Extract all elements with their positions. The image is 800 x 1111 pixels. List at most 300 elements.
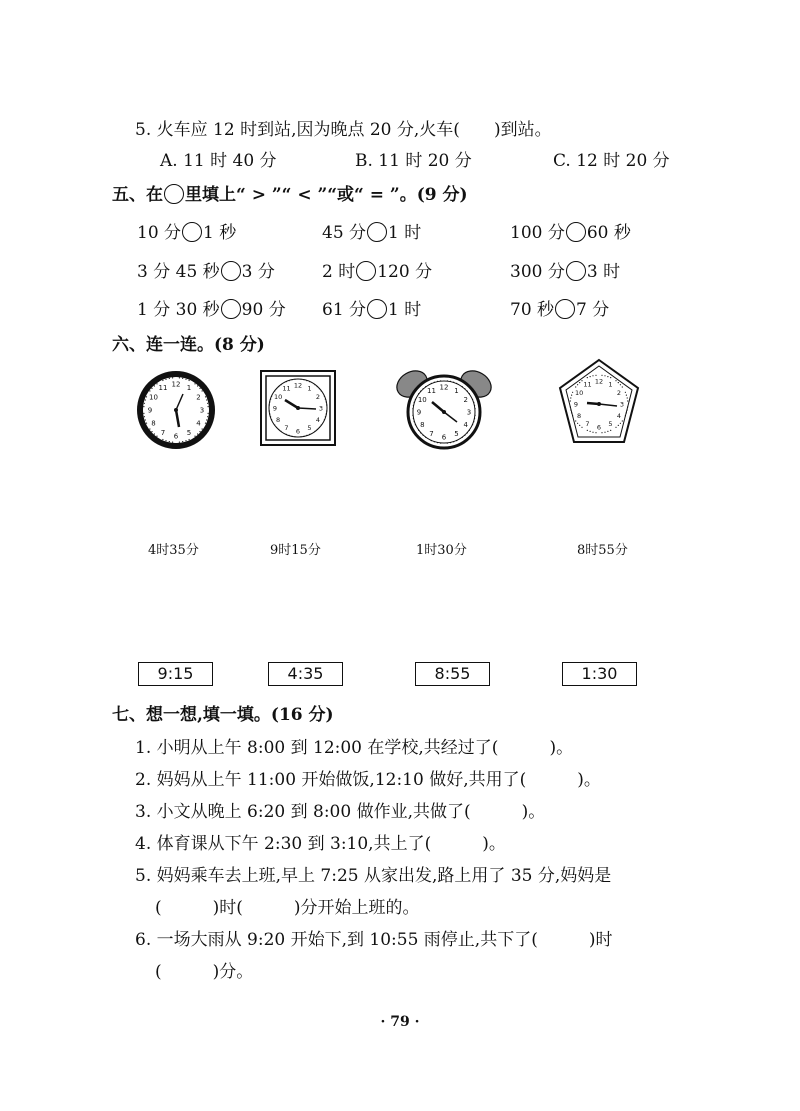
- minute-tick: [300, 379, 301, 380]
- minute-tick: [326, 404, 327, 405]
- minute-tick: [587, 377, 588, 378]
- minute-tick: [289, 435, 290, 436]
- minute-tick: [595, 432, 596, 433]
- minute-tick: [462, 437, 463, 438]
- clock-numeral: 1: [307, 384, 312, 393]
- minute-tick: [185, 379, 186, 380]
- minute-tick: [269, 404, 270, 405]
- compare-right: 120 分: [377, 262, 433, 282]
- minute-tick: [440, 380, 441, 381]
- minute-tick: [317, 386, 318, 387]
- minute-tick: [303, 379, 304, 380]
- minute-tick: [269, 410, 270, 411]
- minute-tick: [437, 381, 438, 382]
- minute-tick: [169, 441, 170, 442]
- minute-tick: [418, 393, 419, 394]
- compare-item: [137, 257, 275, 282]
- minute-tick: [601, 375, 602, 376]
- clock-numeral: 10: [149, 393, 158, 402]
- clock-numeral: 5: [307, 424, 312, 433]
- minute-tick: [450, 442, 451, 443]
- answer-circle[interactable]: [367, 222, 387, 242]
- minute-tick: [620, 423, 621, 424]
- compare-right: 60 秒: [586, 223, 631, 243]
- minute-tick: [270, 416, 271, 417]
- minute-tick: [415, 399, 416, 400]
- minute-tick: [592, 375, 593, 376]
- minute-tick: [206, 419, 207, 420]
- minute-tick: [627, 406, 628, 407]
- compare-right: 1 秒: [203, 223, 237, 243]
- minute-tick: [472, 424, 473, 425]
- minute-tick: [474, 405, 475, 406]
- clock-numeral: 2: [463, 396, 468, 404]
- minute-tick: [208, 406, 209, 407]
- minute-tick: [570, 397, 571, 398]
- minute-tick: [604, 432, 605, 433]
- minute-tick: [420, 391, 421, 392]
- digital-time-box[interactable]: 8:55: [415, 662, 490, 686]
- clock-numeral: 12: [439, 383, 449, 392]
- minute-tick: [431, 440, 432, 441]
- minute-tick: [462, 386, 463, 387]
- clock-numeral: 11: [282, 384, 291, 393]
- minute-tick: [143, 413, 144, 414]
- minute-tick: [280, 384, 281, 385]
- clock-numeral: 9: [573, 400, 579, 409]
- question-4: 4. 体育课从下午 2:30 到 3:10,共上了( )。: [135, 834, 506, 854]
- minute-tick: [314, 384, 315, 385]
- clock-numeral: 4: [463, 421, 468, 429]
- minute-tick: [165, 440, 166, 441]
- minute-tick: [577, 384, 578, 385]
- clock-numeral: 12: [293, 381, 303, 390]
- minute-tick: [144, 403, 145, 404]
- compare-item: [322, 295, 421, 320]
- minute-tick: [154, 433, 155, 434]
- compare-left: 61 分: [322, 300, 367, 320]
- minute-tick: [456, 383, 457, 384]
- minute-tick: [607, 431, 608, 432]
- minute-tick: [622, 386, 623, 387]
- clock-numeral: 11: [427, 386, 436, 395]
- minute-tick: [604, 375, 605, 376]
- minute-tick: [319, 427, 320, 428]
- compare-right: 1 时: [388, 300, 422, 320]
- minute-tick: [413, 405, 414, 406]
- compare-item: [137, 218, 236, 243]
- time-label: 4时35分: [148, 543, 199, 558]
- digital-time-box[interactable]: 1:30: [562, 662, 637, 686]
- clock-numeral: 3: [199, 406, 205, 415]
- minute-tick: [172, 377, 173, 378]
- minute-tick: [321, 390, 322, 391]
- minute-tick: [326, 413, 327, 414]
- time-label: 9时15分: [270, 543, 321, 558]
- clock-numeral: 6: [441, 433, 447, 442]
- minute-tick: [165, 379, 166, 380]
- minute-tick: [325, 399, 326, 400]
- question-1: 1. 小明从上午 8:00 到 12:00 在学校,共经过了( )。: [135, 738, 574, 758]
- time-label: 8时55分: [577, 543, 628, 558]
- minute-tick: [269, 413, 270, 414]
- minute-tick: [289, 380, 290, 381]
- clock-numeral: 3: [318, 404, 324, 413]
- minute-tick: [303, 436, 304, 437]
- minute-tick: [182, 378, 183, 379]
- alarm-clock-icon: [396, 362, 492, 452]
- minute-tick: [610, 430, 611, 431]
- minute-tick: [469, 430, 470, 431]
- minute-tick: [581, 380, 582, 381]
- clock-numeral: 1: [608, 380, 613, 389]
- minute-tick: [467, 391, 468, 392]
- minute-tick: [627, 397, 628, 398]
- compare-left: 100 分: [510, 223, 565, 243]
- clock-numeral: 5: [454, 430, 459, 439]
- minute-tick: [324, 396, 325, 397]
- answer-circle[interactable]: [182, 222, 202, 242]
- compare-right: 3 分: [241, 262, 275, 282]
- compare-item: [510, 295, 609, 320]
- clock-numeral: 9: [272, 404, 278, 413]
- minute-tick: [590, 376, 591, 377]
- minute-tick: [473, 421, 474, 422]
- minute-tick: [309, 381, 310, 382]
- minute-tick: [425, 386, 426, 387]
- minute-tick: [189, 439, 190, 440]
- minute-tick: [151, 388, 152, 389]
- minute-tick: [592, 432, 593, 433]
- minute-tick: [300, 436, 301, 437]
- clock-numeral: 8: [420, 421, 425, 429]
- section-5-title-part1: 五、在: [112, 185, 163, 205]
- minute-tick: [440, 443, 441, 444]
- minute-tick: [172, 442, 173, 443]
- minute-tick: [321, 424, 322, 425]
- minute-tick: [145, 399, 146, 400]
- minute-tick: [294, 379, 295, 380]
- minute-tick: [627, 400, 628, 401]
- minute-tick: [269, 401, 270, 402]
- minute-tick: [306, 435, 307, 436]
- minute-tick: [208, 413, 209, 414]
- minute-tick: [202, 428, 203, 429]
- clock-numeral: 5: [186, 429, 192, 437]
- question-6-line2: ( )分。: [155, 962, 254, 982]
- minute-tick: [278, 429, 279, 430]
- clock-numeral: 2: [315, 392, 320, 401]
- minute-tick: [447, 443, 448, 444]
- answer-circle[interactable]: [221, 299, 241, 319]
- minute-tick: [276, 427, 277, 428]
- answer-circle[interactable]: [356, 261, 376, 281]
- clock-numeral: 8: [276, 415, 281, 424]
- compare-right: 3 时: [586, 262, 621, 282]
- round-clock-icon: [136, 370, 216, 450]
- minute-tick: [199, 431, 200, 432]
- minute-tick: [291, 379, 292, 380]
- clock-numeral: 5: [608, 420, 613, 429]
- minute-tick: [453, 441, 454, 442]
- clock-numeral: 10: [417, 396, 427, 404]
- minute-tick: [270, 399, 271, 400]
- answer-circle[interactable]: [555, 299, 575, 319]
- minute-tick: [579, 425, 580, 426]
- minute-tick: [626, 412, 627, 413]
- clock-numeral: 2: [616, 388, 621, 397]
- minute-tick: [437, 442, 438, 443]
- minute-tick: [319, 388, 320, 389]
- minute-tick: [431, 383, 432, 384]
- minute-tick: [414, 402, 415, 403]
- answer-circle[interactable]: [367, 299, 387, 319]
- clock-numeral: 8: [151, 419, 156, 428]
- minute-tick: [423, 388, 424, 389]
- compare-left: 70 秒: [510, 300, 555, 320]
- clock-numeral: 7: [585, 420, 590, 429]
- minute-tick: [179, 377, 180, 378]
- section-6-title: 六、连一连。(8 分): [112, 335, 265, 355]
- clock-numeral: 1: [186, 383, 192, 392]
- compare-right: 7 分: [576, 300, 610, 320]
- clock-numeral: 6: [173, 432, 179, 441]
- minute-tick: [194, 436, 195, 437]
- minute-tick: [473, 402, 474, 403]
- minute-tick: [280, 431, 281, 432]
- compare-item: [322, 218, 421, 243]
- minute-tick: [587, 430, 588, 431]
- minute-tick: [205, 423, 206, 424]
- minute-tick: [467, 432, 468, 433]
- minute-tick: [413, 418, 414, 419]
- clock-numeral: 8: [577, 411, 582, 420]
- minute-tick: [145, 419, 146, 420]
- minute-tick: [278, 386, 279, 387]
- minute-tick: [627, 409, 628, 410]
- minute-tick: [326, 401, 327, 402]
- minute-tick: [577, 423, 578, 424]
- minute-tick: [615, 427, 616, 428]
- minute-tick: [271, 396, 272, 397]
- minute-tick: [317, 429, 318, 430]
- minute-tick: [434, 382, 435, 383]
- minute-tick: [579, 382, 580, 383]
- minute-tick: [575, 420, 576, 421]
- clock-numeral: 10: [273, 392, 283, 401]
- minute-tick: [450, 381, 451, 382]
- minute-tick: [618, 425, 619, 426]
- compare-item: [510, 257, 620, 282]
- clock-numeral: 6: [596, 423, 602, 432]
- compare-left: 2 时: [322, 262, 356, 282]
- answer-circle[interactable]: [221, 261, 241, 281]
- compare-right: 1 时: [388, 223, 422, 243]
- option-a: A. 11 时 40 分: [160, 151, 277, 171]
- minute-tick: [469, 393, 470, 394]
- blank-circle-icon: [164, 184, 184, 204]
- minute-tick: [207, 403, 208, 404]
- minute-tick: [197, 385, 198, 386]
- clock-numeral: 4: [196, 419, 201, 428]
- minute-tick: [626, 395, 627, 396]
- minute-tick: [156, 383, 157, 384]
- minute-tick: [189, 380, 190, 381]
- question-3: 3. 小文从晚上 6:20 到 8:00 做作业,共做了( )。: [135, 802, 546, 822]
- minute-tick: [291, 436, 292, 437]
- minute-tick: [415, 424, 416, 425]
- minute-tick: [420, 432, 421, 433]
- minute-tick: [412, 415, 413, 416]
- minute-tick: [453, 382, 454, 383]
- minute-tick: [271, 419, 272, 420]
- minute-tick: [475, 408, 476, 409]
- minute-tick: [276, 388, 277, 389]
- question-5-line1: 5. 妈妈乘车去上班,早上 7:25 从家出发,路上用了 35 分,妈妈是: [135, 866, 612, 886]
- minute-tick: [314, 431, 315, 432]
- compare-item: [137, 295, 286, 320]
- clock-numeral: 10: [574, 388, 584, 397]
- minute-tick: [194, 383, 195, 384]
- minute-tick: [581, 427, 582, 428]
- minute-tick: [294, 436, 295, 437]
- minute-tick: [571, 395, 572, 396]
- digital-time-box[interactable]: 4:35: [268, 662, 343, 686]
- clock-numeral: 11: [583, 380, 592, 389]
- page-number: · 79 ·: [380, 1014, 420, 1030]
- option-c: C. 12 时 20 分: [553, 151, 670, 171]
- minute-tick: [143, 406, 144, 407]
- minute-tick: [146, 396, 147, 397]
- minute-tick: [572, 415, 573, 416]
- minute-tick: [572, 392, 573, 393]
- clock-numeral: 3: [466, 408, 472, 417]
- minute-tick: [286, 434, 287, 435]
- minute-tick: [474, 418, 475, 419]
- clock-numeral: 4: [315, 415, 320, 424]
- minute-tick: [306, 380, 307, 381]
- minute-tick: [464, 435, 465, 436]
- compare-left: 300 分: [510, 262, 565, 282]
- minute-tick: [324, 419, 325, 420]
- compare-left: 10 分: [137, 223, 182, 243]
- minute-tick: [162, 439, 163, 440]
- time-label: 1时30分: [416, 543, 467, 558]
- minute-tick: [472, 399, 473, 400]
- minute-tick: [622, 420, 623, 421]
- minute-tick: [595, 375, 596, 376]
- minute-tick: [610, 377, 611, 378]
- compare-right: 90 分: [241, 300, 286, 320]
- question-5-line2: ( )时( )分开始上班的。: [155, 898, 420, 918]
- question-text: 5. 火车应 12 时到站,因为晚点 20 分,火车( )到站。: [135, 120, 552, 140]
- minute-tick: [447, 380, 448, 381]
- minute-tick: [325, 416, 326, 417]
- question-2: 2. 妈妈从上午 11:00 开始做饭,12:10 做好,共用了( )。: [135, 770, 601, 790]
- minute-tick: [625, 415, 626, 416]
- answer-circle[interactable]: [566, 222, 586, 242]
- clock-numeral: 7: [429, 430, 434, 439]
- minute-tick: [412, 408, 413, 409]
- minute-tick: [620, 384, 621, 385]
- compare-item: [510, 218, 631, 243]
- minute-tick: [414, 421, 415, 422]
- minute-tick: [425, 437, 426, 438]
- clock-numeral: 7: [284, 424, 289, 433]
- minute-tick: [434, 441, 435, 442]
- minute-tick: [149, 390, 150, 391]
- minute-tick: [423, 435, 424, 436]
- minute-tick: [156, 436, 157, 437]
- section-7-title: 七、想一想,填一填。(16 分): [112, 705, 334, 725]
- minute-tick: [162, 380, 163, 381]
- minute-tick: [625, 392, 626, 393]
- minute-tick: [575, 386, 576, 387]
- clock-numeral: 4: [616, 411, 621, 420]
- minute-tick: [179, 442, 180, 443]
- minute-tick: [475, 415, 476, 416]
- minute-tick: [309, 434, 310, 435]
- minute-tick: [326, 410, 327, 411]
- answer-circle[interactable]: [566, 261, 586, 281]
- minute-tick: [202, 390, 203, 391]
- clock-numeral: 1: [454, 386, 459, 395]
- minute-tick: [207, 416, 208, 417]
- minute-tick: [274, 390, 275, 391]
- minute-tick: [601, 432, 602, 433]
- minute-tick: [615, 380, 616, 381]
- square-clock-icon: [260, 370, 336, 446]
- minute-tick: [169, 378, 170, 379]
- clock-numeral: 2: [196, 393, 201, 402]
- clock-numeral: 12: [171, 380, 181, 389]
- minute-tick: [197, 433, 198, 434]
- minute-tick: [618, 382, 619, 383]
- minute-tick: [154, 385, 155, 386]
- minute-tick: [464, 388, 465, 389]
- minute-tick: [570, 406, 571, 407]
- compare-left: 1 分 30 秒: [137, 300, 220, 320]
- section-5-title-part2: 里填上“ > ”“ < ”“或“ = ”。(9 分): [185, 185, 468, 205]
- clock-numeral: 11: [158, 383, 168, 392]
- minute-tick: [286, 381, 287, 382]
- minute-tick: [144, 416, 145, 417]
- minute-tick: [206, 399, 207, 400]
- minute-tick: [151, 431, 152, 432]
- minute-tick: [590, 431, 591, 432]
- minute-tick: [456, 440, 457, 441]
- compare-left: 3 分 45 秒: [137, 262, 220, 282]
- minute-tick: [570, 409, 571, 410]
- clock-numeral: 6: [295, 427, 301, 436]
- compare-item: [322, 257, 432, 282]
- pentagon-clock-icon: [558, 358, 640, 444]
- minute-tick: [570, 400, 571, 401]
- minute-tick: [185, 440, 186, 441]
- minute-tick: [182, 441, 183, 442]
- minute-tick: [607, 376, 608, 377]
- clock-numeral: 12: [594, 377, 604, 386]
- digital-time-box[interactable]: 9:15: [138, 662, 213, 686]
- minute-tick: [146, 423, 147, 424]
- clock-numeral: 9: [147, 406, 153, 415]
- clock-numeral: 3: [619, 400, 625, 409]
- minute-tick: [199, 388, 200, 389]
- clock-numeral: 7: [160, 429, 166, 437]
- minute-tick: [149, 428, 150, 429]
- option-b: B. 11 时 20 分: [355, 151, 472, 171]
- section-5-title: [112, 180, 468, 205]
